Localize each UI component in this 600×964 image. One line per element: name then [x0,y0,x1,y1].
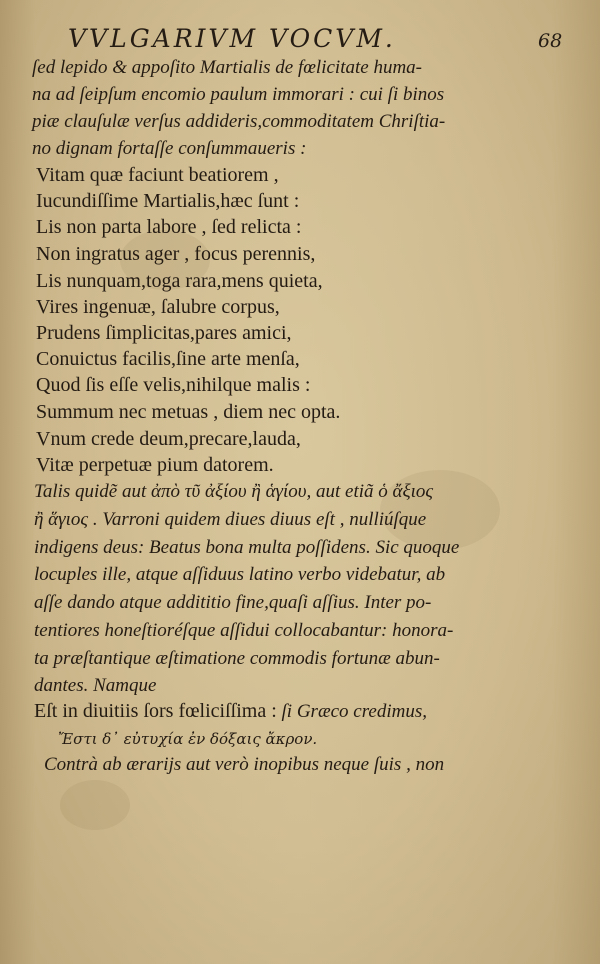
verse-fragment: Eſt in diuitiis ſors fœliciſſima : [34,700,277,722]
text-line: aſſe dando atque addititio fine,quaſi aſſius. Inter po- [34,592,432,613]
italic-fragment: ſi Græco credimus, [276,701,427,722]
text-line: tentiores honeſtioréſque aſſidui collocabantur: honora- [34,620,454,641]
page-number: 68 [538,30,563,52]
verse-line: Vires ingenuæ, ſalubre corpus, [36,296,280,318]
running-title: VVLGARIVM VOCVM. [68,24,396,53]
text-line: Contrà ab ærarijs aut verò inopibus neque ſuis , non [44,754,445,775]
verse-line: Non ingratus ager , focus perennis, [36,243,316,265]
verse-line: Conuictus facilis,ſine arte menſa, [36,348,300,370]
text-line: ſed lepido & appoſito Martialis de fœlicitate huma- [32,57,422,78]
verse-line: Quod ſis eſſe velis,nihilque malis : [36,374,311,396]
text-line: na ad ſeipſum encomio paulum immorari : cui ſi binos [32,84,445,105]
greek-quotation: Ἔστι δ᾽ εὐτυχία ἐν δόξαις ἄκρον. [58,730,318,748]
text-line: ta præſtantique æſtimatione commodis fortunæ abun- [34,648,440,669]
verse-line: Summum nec metuas , diem nec opta. [36,401,341,423]
text-line-mixed [34,700,427,723]
verse-line: Vnum crede deum,precare,lauda, [36,428,301,450]
verse-line: Iucundiſſime Martialis,hæc ſunt : [36,190,300,212]
verse-line: Vitam quæ faciunt beatiorem , [36,164,279,186]
text-line: locuples ille, atque aſſiduus latino verbo videbatur, ab [34,564,446,585]
verse-line: Lis non parta labore , ſed relicta : [36,216,302,238]
text-line: ἢ ἅγιος . Varroni quidem diues diuus eſt , nulliúſque [34,509,427,530]
verse-line: Lis nunquam,toga rara,mens quieta, [36,270,323,292]
text-line: Talis quidẽ aut ἀπὸ τῦ ἀξίου ἢ ἁγίου, aut etiã ὁ ἄξιος [34,481,434,502]
text-line: no dignam fortaſſe conſummaueris : [32,138,307,159]
text-line: indigens deus: Beatus bona multa poſſidens. Sic quoque [34,537,460,558]
verse-line: Prudens ſimplicitas,pares amici, [36,322,292,344]
paper-stain [60,780,130,830]
verse-line: Vitæ perpetuæ pium datorem. [36,454,274,476]
text-line: dantes. Namque [34,675,157,696]
text-line: piæ clauſulæ verſus addideris,commoditatem Chriſtia- [32,111,446,132]
